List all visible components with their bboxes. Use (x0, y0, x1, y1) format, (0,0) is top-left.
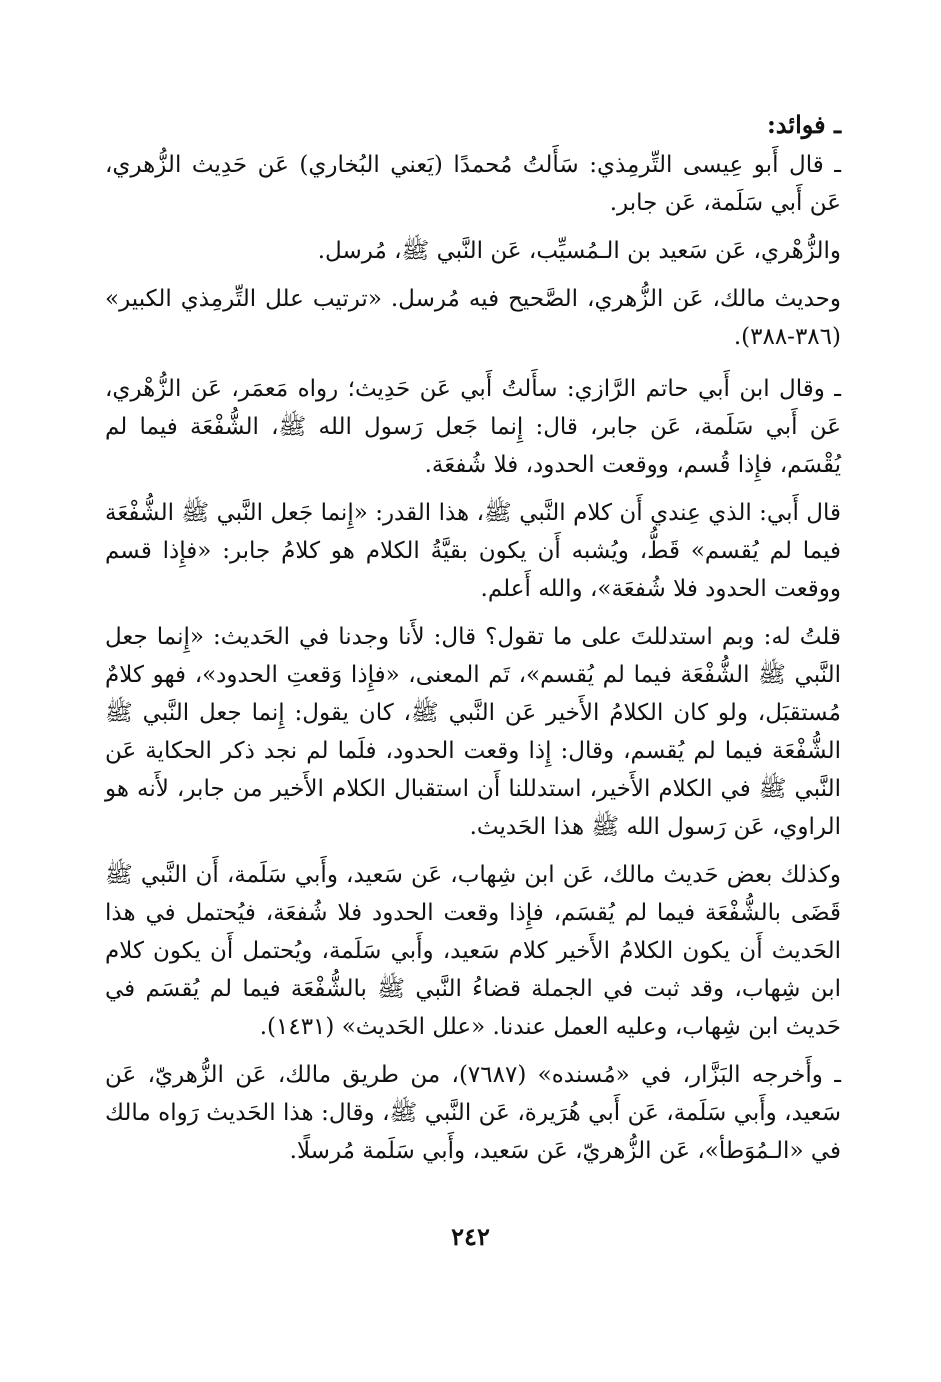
paragraph-bazzar: ـ وأَخرجه البَزَّار، في «مُسنده» (٧٦٨٧)، من طريق مالك، عَن الزُّهريّ، عَن سَعيد، وأَبي سَلَمة، عَن أَبي هُرَيرة، عَن النَّبي ﷺ، وقال: هذا الحَديث رَواه مالك في «الـمُوَطأ»، عَن الزُّهريّ، عَن سَعيد، وأَبي سَلَمة مُرسلًا. (105, 1062, 841, 1164)
paragraph-abi-answer: قال أَبي: الذي عِندي أَن كلام النَّبي ﷺ، هذا القدر: «إِنما جَعل النَّبي ﷺ الشُّفْعَة فيما لم يُقسم» قَطُّ، ويُشبه أَن يكون بقيَّةُ الكلام هو كلامُ جابر: «فإِذا قسم ووقعت الحدود فلا شُفعَة»، والله أَعلم. (105, 500, 841, 602)
paragraph-ibn-abi-hatim: ـ وقال ابن أَبي حاتم الرَّازي: سأَلتُ أَبي عَن حَدِيث؛ رواه مَعمَر، عَن الزُّهْري، عَن أَبي سَلَمة، عَن جابر، قال: إِنما جَعل رَسول الله ﷺ، الشُّفْعَة فيما لم يُقْسَم، فإِذا قُسم، ووقعت الحدود، فلا شُفعَة. (105, 376, 841, 478)
paragraph-istidlal: قلتُ له: وبم استدللتَ على ما تقول؟ قال: لأَنا وجدنا في الحَديث: «إِنما جعل النَّبي ﷺ الشُّفْعَة فيما لم يُقسم»، تَم المعنى، «فإِذا وَقعتِ الحدود»، فهو كلامٌ مُستقبَل، ولو كان الكلامُ الأَخير عَن النَّبي ﷺ، كان يقول: إِنما جعل النَّبي ﷺ الشُّفْعَة فيما لم يُقسم، وقال: إِذا وقعت الحدود، فلَما لم نجد ذكر الحكاية عَن النَّبي ﷺ في الكلام الأَخير، استدللنا أَن استقبال الكلام الأَخير من جابر، لأَنه هو الراوي، عَن رَسول الله ﷺ هذا الحَديث. (105, 624, 841, 840)
page-number: ٢٤٢ (451, 1222, 490, 1251)
paragraph-zuhri-mursal: والزُّهْري، عَن سَعيد بن الـمُسيِّب، عَن النَّبي ﷺ، مُرسل. (317, 238, 841, 264)
section-heading: ـ فوائد: (766, 110, 841, 139)
paragraph-malik-hadith: وكذلك بعض حَديث مالك، عَن ابن شِهاب، عَن سَعيد، وأَبي سَلَمة، أَن النَّبي ﷺ قَضَى بالشُّفْعَة فيما لم يُقسَم، فإِذا وقعت الحدود فلا شُفعَة، فيُحتمل في هذا الحَديث أَن يكون الكلامُ الأَخير كلام سَعيد، وأَبي سَلَمة، ويُحتمل أَن يكون كلام ابن شِهاب، وقد ثبت في الجملة قضاءُ النَّبي ﷺ بالشُّفْعَة فيما لم يُقسَم في حَديث ابن شِهاب، وعليه العمل عندنا. «علل الحَديث» (١٤٣١). (105, 862, 841, 1040)
paragraph-malik-citation: وحديث مالك، عَن الزُّهري، الصَّحيح فيه مُرسل. «ترتيب علل التِّرمِذي الكبير» (٣٨٦-٣٨٨). (105, 286, 842, 350)
paragraph-tirmidhi-question: ـ قال أَبو عِيسى التِّرمِذي: سَأَلتُ مُحمدًا (يَعني البُخاري) عَن حَدِيث الزُّهري، عَن أَبي سَلَمة، عَن جابر. (105, 152, 841, 216)
